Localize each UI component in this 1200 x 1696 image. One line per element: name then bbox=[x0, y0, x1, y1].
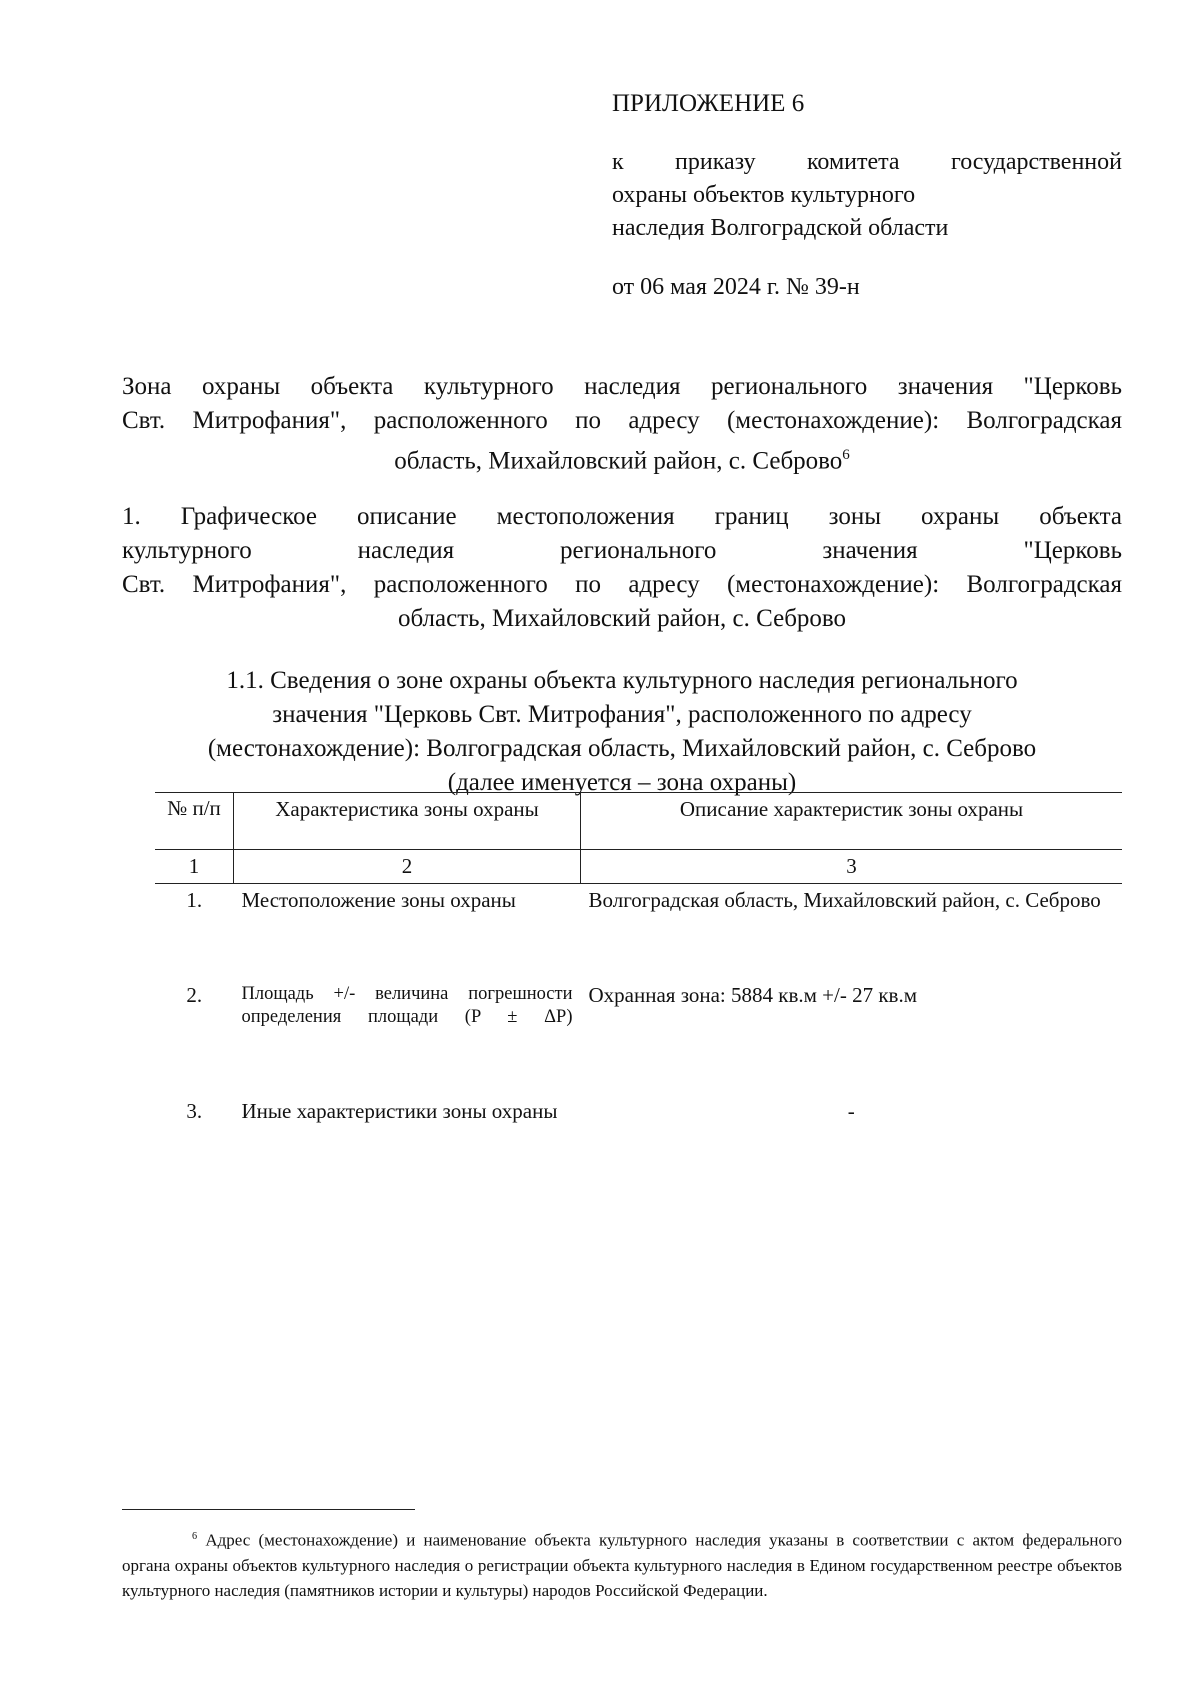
row-description: Волгоградская область, Михайловский район, с. Себрово bbox=[588, 888, 1101, 912]
zone-title-line-2: Свт. Митрофания", расположенного по адресу (местонахождение): Волгоградская bbox=[122, 407, 1122, 434]
table-row bbox=[155, 979, 1122, 1033]
zone-title-line-1: Зона охраны объекта культурного наследия регионального значения "Церковь bbox=[122, 373, 1122, 400]
table-row bbox=[155, 884, 1122, 918]
header-description: Описание характеристик зоны охраны bbox=[581, 793, 1123, 850]
appendix-title: ПРИЛОЖЕНИЕ 6 bbox=[612, 90, 805, 117]
footnote-mark: 6 bbox=[192, 1531, 198, 1542]
row-number: 1. bbox=[186, 888, 203, 912]
row-characteristic: Иные характеристики зоны охраны bbox=[241, 1099, 558, 1123]
row-characteristic: Площадь +/- величина погрешности определения площади (P ± ΔP) bbox=[241, 984, 573, 1027]
footnote-reference: 6 bbox=[842, 447, 850, 463]
section-1-line-4: область, Михайловский район, с. Себрово bbox=[397, 605, 847, 632]
subsection-line-3: (местонахождение): Волгоградская область, Михайловский район, с. Себрово bbox=[207, 735, 1037, 762]
footnote-divider bbox=[122, 1509, 415, 1510]
subsection-line-4: (далее именуется – зона охраны) bbox=[447, 769, 797, 796]
table-row bbox=[155, 1095, 1122, 1128]
footnote-text: Адрес (местонахождение) и наименование объекта культурного наследия указаны в соответствии с актом федерального органа охраны объектов культурного наследия о регистрации объекта культурного наследия в Едином государственном реестре объектов культурного наследия (памятников истории и культуры) народов Российской Федерации. bbox=[122, 1530, 1122, 1600]
index-cell-1: 1 bbox=[155, 850, 234, 884]
index-cell-2: 2 bbox=[234, 850, 581, 884]
zone-table bbox=[155, 792, 1122, 1128]
zone-title-line-3 bbox=[122, 438, 1122, 478]
subsection-line-2: значения "Церковь Свт. Митрофания", расположенного по адресу bbox=[272, 701, 972, 728]
row-description: Охранная зона: 5884 кв.м +/- 27 кв.м bbox=[588, 983, 917, 1007]
header-number: № п/п bbox=[155, 793, 234, 850]
order-line-3: наследия Волгоградской области bbox=[612, 215, 949, 241]
subsection-line-1: 1.1. Сведения о зоне охраны объекта культурного наследия регионального bbox=[226, 667, 1018, 694]
order-date: от 06 мая 2024 г. № 39-н bbox=[612, 274, 860, 300]
section-1-line-3: Свт. Митрофания", расположенного по адресу (местонахождение): Волгоградская bbox=[122, 571, 1122, 598]
row-description: - bbox=[847, 1099, 855, 1123]
header-characteristic: Характеристика зоны охраны bbox=[234, 793, 581, 850]
subsection-caption bbox=[130, 664, 1114, 800]
row-number: 3. bbox=[186, 1099, 203, 1123]
order-line-2: охраны объектов культурного bbox=[612, 182, 916, 208]
row-characteristic: Местоположение зоны охраны bbox=[241, 888, 516, 912]
order-line-1: к приказу комитета государственной bbox=[612, 149, 1122, 175]
section-1-line-2: культурного наследия регионального значения "Церковь bbox=[122, 537, 1122, 564]
section-1-line-1: 1. Графическое описание местоположения границ зоны охраны объекта bbox=[122, 503, 1122, 530]
zone-title bbox=[122, 370, 1122, 478]
row-number: 2. bbox=[186, 983, 203, 1007]
footnote bbox=[122, 1524, 1122, 1603]
order-reference bbox=[612, 146, 1122, 245]
section-1-heading bbox=[122, 500, 1122, 636]
zone-title-line-3-text: область, Михайловский район, с. Себрово bbox=[394, 447, 843, 475]
index-cell-3: 3 bbox=[581, 850, 1123, 884]
